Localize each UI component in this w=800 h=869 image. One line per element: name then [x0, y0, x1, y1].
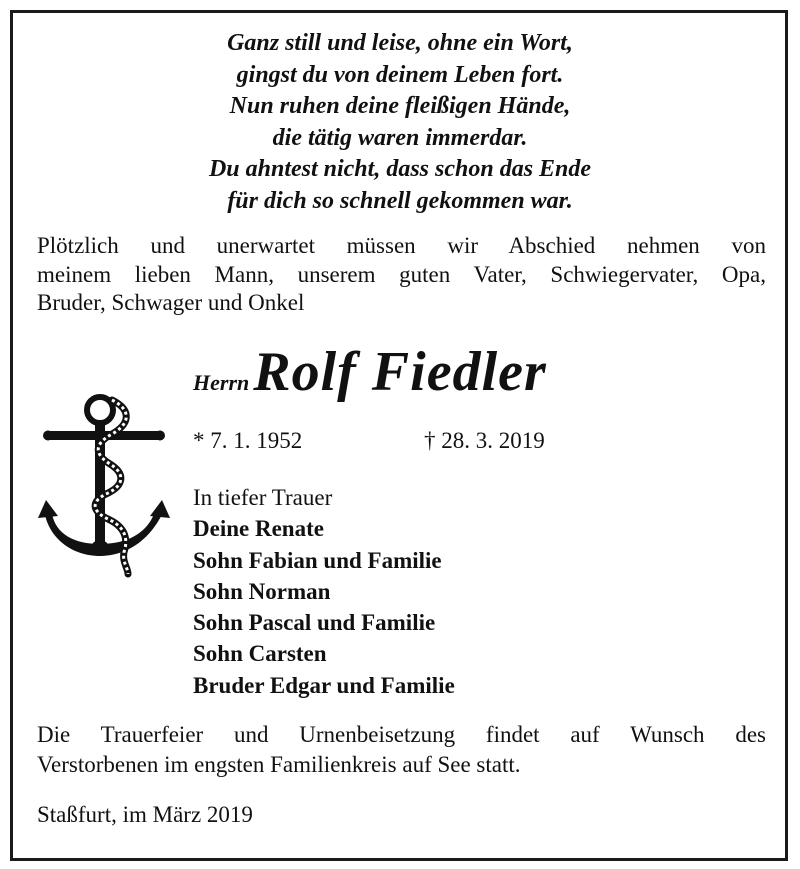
mourner: Sohn Carsten — [193, 641, 327, 667]
mourner: Deine Renate — [193, 516, 324, 542]
death-date: † 28. 3. 2019 — [424, 428, 545, 453]
mourning-intro: In tiefer Trauer — [193, 485, 333, 510]
intro-line: meinem lieben Mann, unserem guten Vater, Schwiegervater, Opa, — [37, 261, 766, 287]
intro-paragraph — [37, 232, 766, 318]
funeral-note-line: Die Trauerfeier und Urnenbeisetzung findet auf Wunsch des — [37, 722, 766, 747]
mourners-list — [193, 482, 455, 701]
funeral-note-line: Verstorbenen im engsten Familienkreis auf See statt. — [37, 752, 521, 777]
intro-line: Plötzlich und unerwartet müssen wir Abschied nehmen von — [37, 233, 766, 258]
honorific: Herrn — [193, 370, 250, 395]
deceased-name-row — [193, 340, 547, 404]
deceased-name: Rolf Fiedler — [253, 341, 547, 403]
poem-line: gingst du von deinem Leben fort. — [236, 61, 564, 88]
poem-line: die tätig waren immerdar. — [272, 124, 528, 151]
funeral-note — [37, 720, 766, 780]
place-and-date: Staßfurt, im März 2019 — [37, 802, 253, 827]
intro-line: Bruder, Schwager und Onkel — [37, 290, 305, 315]
mourner: Sohn Fabian und Familie — [193, 547, 442, 573]
mourner: Sohn Pascal und Familie — [193, 610, 436, 636]
poem-line: für dich so schnell gekommen war. — [227, 187, 573, 214]
mourner: Bruder Edgar und Familie — [193, 672, 455, 698]
anchor-with-rope-icon — [36, 388, 172, 578]
memorial-poem — [20, 28, 780, 217]
mourner: Sohn Norman — [193, 578, 331, 604]
birth-date: * 7. 1. 1952 — [193, 428, 303, 453]
poem-line: Ganz still und leise, ohne ein Wort, — [227, 30, 573, 56]
poem-line: Nun ruhen deine fleißigen Hände, — [229, 93, 571, 119]
poem-line: Du ahntest nicht, dass schon das Ende — [208, 156, 592, 182]
